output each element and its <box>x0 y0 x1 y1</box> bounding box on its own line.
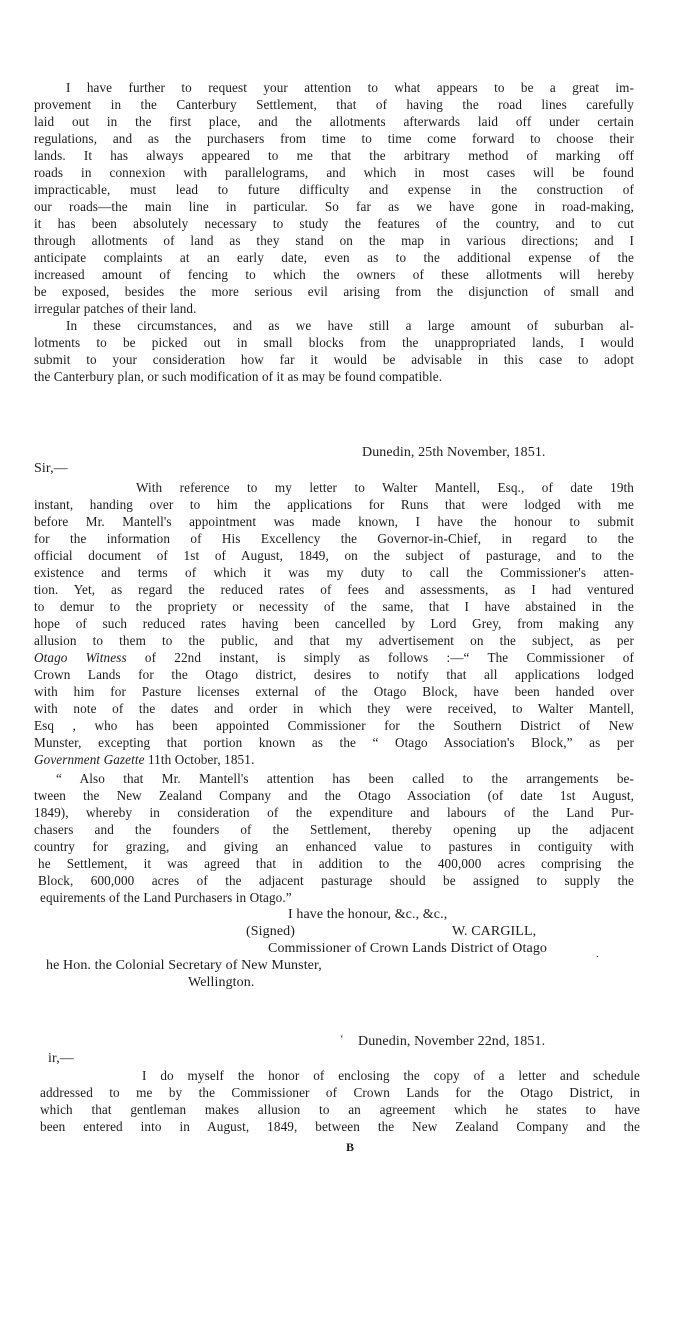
text-line: Munster, excepting that portion known as the “ Otago Association's Block,” as per <box>34 735 634 750</box>
stray-mark: . <box>596 948 599 960</box>
text-line: to demur to the propriety or necessity of the same, that I have abstained in the <box>34 599 634 614</box>
text-line: it has been absolutely necessary to study the features of the country, and to cut <box>34 216 634 231</box>
text-line: Esq , who has been appointed Commissioner for the Southern District of New <box>34 718 634 733</box>
closing-line: I have the honour, &c., &c., <box>288 907 448 922</box>
quote-line: country for grazing, and giving an enhanced value to pastures in contiguity with <box>34 839 634 854</box>
text-line: In these circumstances, and as we have still a large amount of suburban al- <box>66 318 634 333</box>
signature-mark: B <box>346 1140 355 1154</box>
signer-surname: ARGILL, <box>480 924 537 939</box>
stray-mark: ‘ <box>340 1033 344 1045</box>
text-line: lands. It has always appeared to me that the arbitrary method of marking off <box>34 148 634 163</box>
quote-line: Block, 600,000 acres of the adjacent pasturage should be assigned to supply the <box>38 873 634 888</box>
text-line: addressed to me by the Commissioner of Crown Lands for the Otago District, in <box>40 1085 640 1100</box>
signer-title: Commissioner of Crown Lands District of Otago <box>268 941 548 956</box>
text-line: official document of 1st of August, 1849, on the subject of pasturage, and to the <box>34 548 634 563</box>
addressee: he Hon. the Colonial Secretary of New Munster, <box>46 958 322 973</box>
text-line: been entered into in August, 1849, between the New Zealand Company and the <box>40 1119 640 1134</box>
text-line: through allotments of land as they stand on the map in various directions; and I <box>34 233 634 248</box>
quote-line: chasers and the founders of the Settlement, thereby opening up the adjacent <box>34 822 634 837</box>
text-line: hope of such reduced rates having been cancelled by Lord Grey, from making any <box>34 616 634 631</box>
text-line: with note of the dates and order in which they were received, to Walter Mantell, <box>34 701 634 716</box>
signer-name <box>452 924 536 940</box>
text-line: which that gentleman makes allusion to an agreement which he states to have <box>40 1102 640 1117</box>
text-line: be exposed, besides the more serious evil arising from the disjunction of small and <box>34 284 634 299</box>
text-line: impracticable, must lead to future difficulty and expense in the construction of <box>34 182 634 197</box>
letter-salutation: Sir,— <box>34 461 68 476</box>
letter-dateline: Dunedin, November 22nd, 1851. <box>358 1034 546 1049</box>
text-line: our roads—the main line in particular. So far as we have gone in road-making, <box>34 199 634 214</box>
text-line: existence and terms of which it was my duty to call the Commissioner's atten- <box>34 565 634 580</box>
text-line: irregular patches of their land. <box>34 301 197 316</box>
text-line: Otago Witness of 22nd instant, is simply as follows :—“ The Commissioner of <box>34 650 634 665</box>
text-line: Government Gazette 11th October, 1851. <box>34 752 255 767</box>
quote-line: “ Also that Mr. Mantell's attention has been called to the arrangements be- <box>56 771 634 786</box>
text-line: I do myself the honor of enclosing the copy of a letter and schedule <box>142 1068 640 1083</box>
quote-line: he Settlement, it was agreed that in addition to the 400,000 acres comprising the <box>38 856 634 871</box>
text-line: I have further to request your attention to what appears to be a great im- <box>66 80 634 95</box>
text-line: Crown Lands for the Otago district, desires to notify that all applications lodged <box>34 667 634 682</box>
text-line: for the information of His Excellency the Governor-in-Chief, in regard to the <box>34 531 634 546</box>
quote-line: tween the New Zealand Company and the Otago Association (of date 1st August, <box>34 788 634 803</box>
text-line: regulations, and as the purchasers from time to time come forward to choose their <box>34 131 634 146</box>
signer-initial: W. C <box>452 924 481 939</box>
text-line: the Canterbury plan, or such modification of it as may be found compatible. <box>34 369 443 384</box>
signed-label: (Signed) <box>246 924 296 939</box>
letter-dateline: Dunedin, 25th November, 1851. <box>362 445 546 460</box>
text-line: increased amount of fencing to which the owners of these allotments will hereby <box>34 267 634 282</box>
text-line: submit to your consideration how far it would be advisable in this case to adopt <box>34 352 634 367</box>
text-line: provement in the Canterbury Settlement, that of having the road lines carefully <box>34 97 634 112</box>
text-line: tion. Yet, as regard the reduced rates of fees and assessments, as I had ventured <box>34 582 634 597</box>
text-line: allusion to them to the public, and that my advertisement on the subject, as per <box>34 633 634 648</box>
quote-line: equirements of the Land Purchasers in Otago.” <box>40 890 292 905</box>
text-line: With reference to my letter to Walter Mantell, Esq., of date 19th <box>136 480 634 495</box>
text-line: lotments to be picked out in small blocks from the unappropriated lands, I would <box>34 335 634 350</box>
addressee-place: Wellington. <box>188 975 255 990</box>
text-line: with him for Pasture licenses external of the Otago Block, have been handed over <box>34 684 634 699</box>
text-line: instant, handing over to him the applications for Runs that were lodged with me <box>34 497 634 512</box>
quote-line: 1849), whereby in consideration of the expenditure and labours of the Land Pur- <box>34 805 634 820</box>
text-line: roads in connexion with parallelograms, and which in most cases will be found <box>34 165 634 180</box>
text-line: anticipate complaints at an early date, even as to the additional expense of the <box>34 250 634 265</box>
text-line: laid out in the first place, and the allotments afterwards laid off under certain <box>34 114 634 129</box>
letter-salutation: ir,— <box>48 1051 74 1066</box>
text-line: before Mr. Mantell's appointment was made known, I have the honour to submit <box>34 514 634 529</box>
